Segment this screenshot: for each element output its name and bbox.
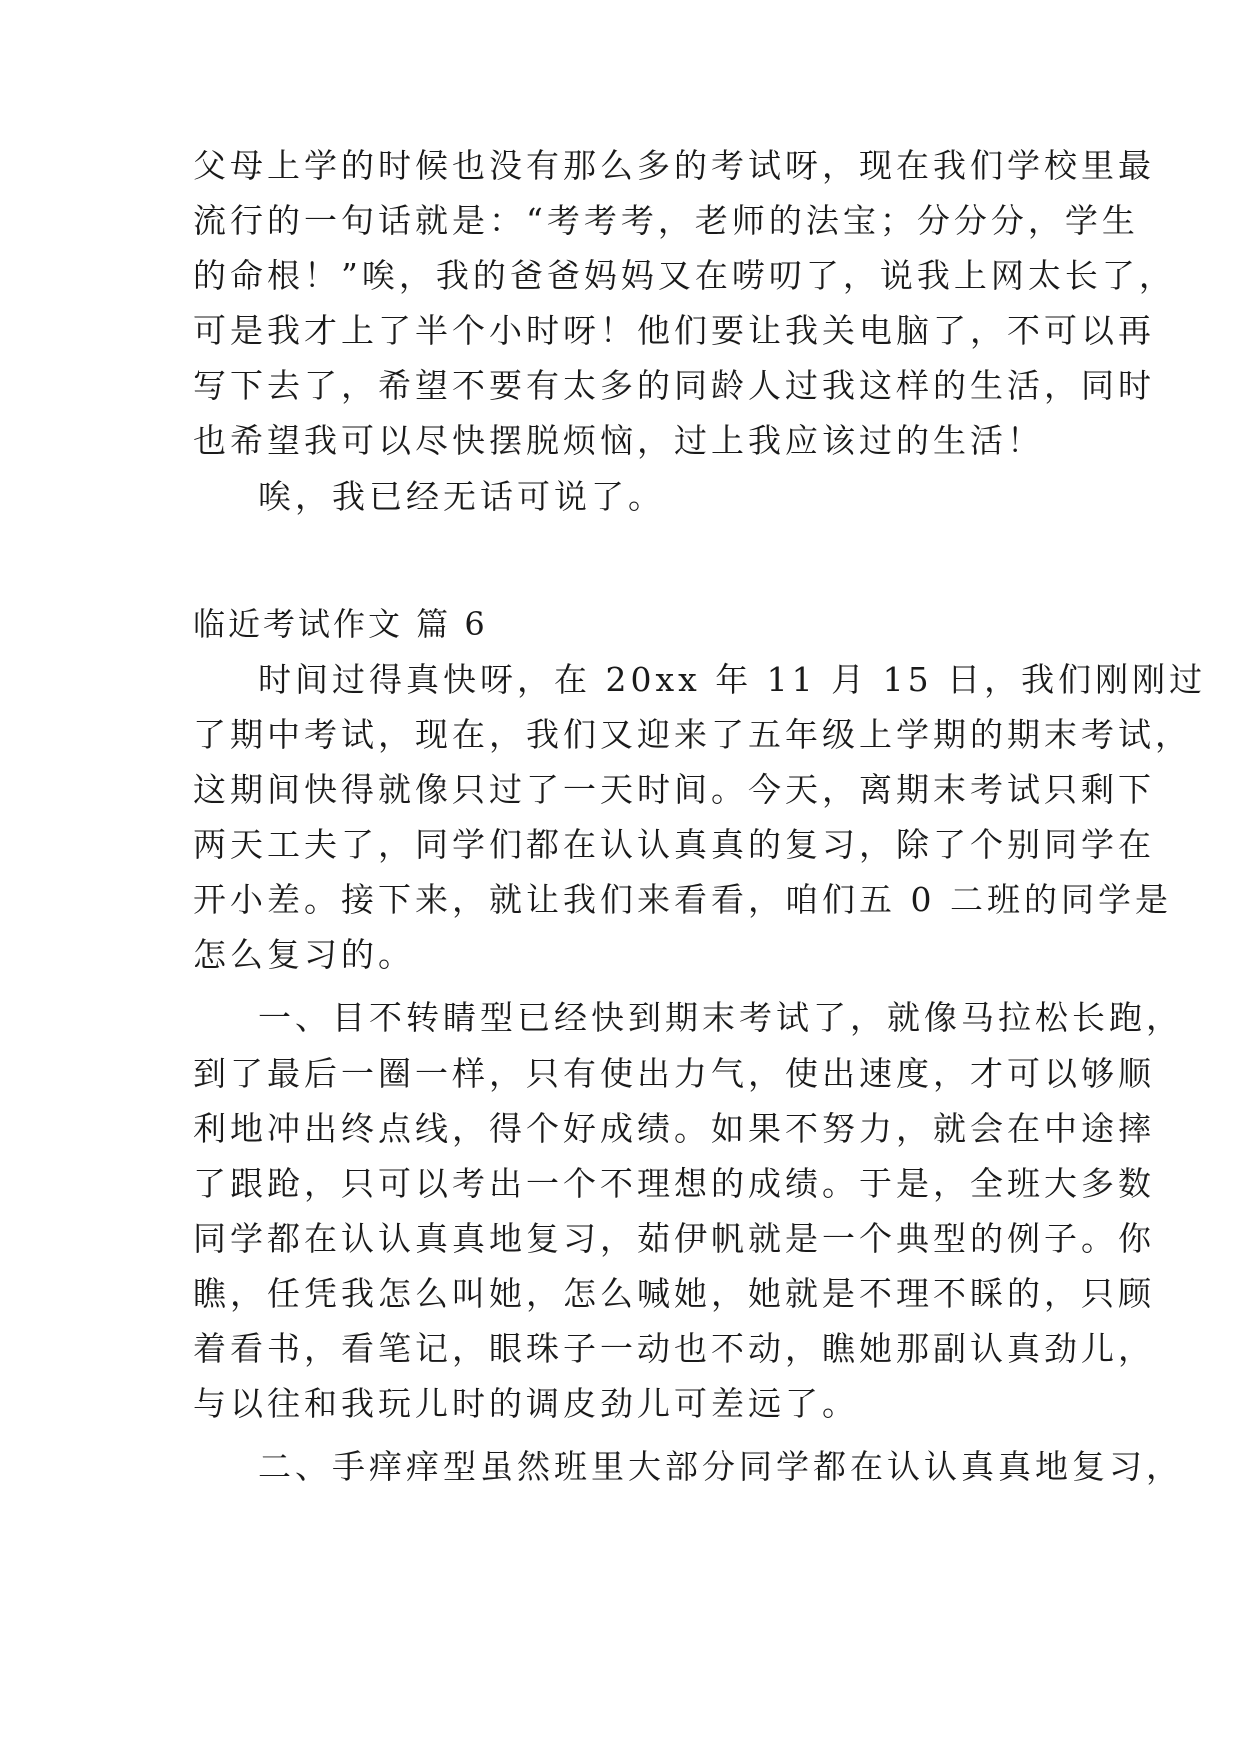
text-line: 也希望我可以尽快摆脱烦恼，过上我应该过的生活！ (193, 421, 1044, 460)
text-line: 写下去了，希望不要有太多的同龄人过我这样的生活，同时 (193, 366, 1155, 405)
text-line: 的命根！”唉，我的爸爸妈妈又在唠叨了，说我上网太长了， (193, 256, 1176, 295)
text-line: 时间过得真快呀，在 20xx 年 11 月 15 日，我们刚刚过 (258, 660, 1207, 699)
text-line: 与以往和我玩儿时的调皮劲儿可差远了。 (193, 1384, 859, 1423)
text-line: 一、目不转睛型已经快到期末考试了，就像马拉松长跑， (258, 998, 1183, 1037)
text-line: 到了最后一圈一样，只有使出力气，使出速度，才可以够顺 (193, 1054, 1155, 1093)
text-line: 了跟跄，只可以考出一个不理想的成绩。于是，全班大多数 (193, 1164, 1155, 1203)
text-line: 开小差。接下来，就让我们来看看，咱们五 0 二班的同学是 (193, 880, 1172, 919)
text-line: 怎么复习的。 (193, 935, 415, 974)
section-heading: 临近考试作文 篇 6 (193, 605, 488, 643)
text-line: 着看书，看笔记，眼珠子一动也不动，瞧她那副认真劲儿， (193, 1329, 1155, 1368)
closing-line: 唉，我已经无话可说了。 (258, 477, 665, 516)
text-line: 这期间快得就像只过了一天时间。今天，离期末考试只剩下 (193, 770, 1155, 809)
text-line: 利地冲出终点线，得个好成绩。如果不努力，就会在中途摔 (193, 1109, 1155, 1148)
text-line: 可是我才上了半个小时呀！他们要让我关电脑了，不可以再 (193, 311, 1155, 350)
text-line: 流行的一句话就是：“考考考，老师的法宝；分分分，学生 (193, 201, 1139, 240)
text-line: 同学都在认认真真地复习，茹伊帆就是一个典型的例子。你 (193, 1219, 1155, 1258)
text-line: 瞧，任凭我怎么叫她，怎么喊她，她就是不理不睬的，只顾 (193, 1274, 1155, 1313)
text-line: 二、手痒痒型虽然班里大部分同学都在认认真真地复习， (258, 1447, 1183, 1486)
text-line: 了期中考试，现在，我们又迎来了五年级上学期的期末考试， (193, 715, 1192, 754)
text-line: 父母上学的时候也没有那么多的考试呀，现在我们学校里最 (193, 146, 1155, 185)
text-line: 两天工夫了，同学们都在认认真真的复习，除了个别同学在 (193, 825, 1155, 864)
